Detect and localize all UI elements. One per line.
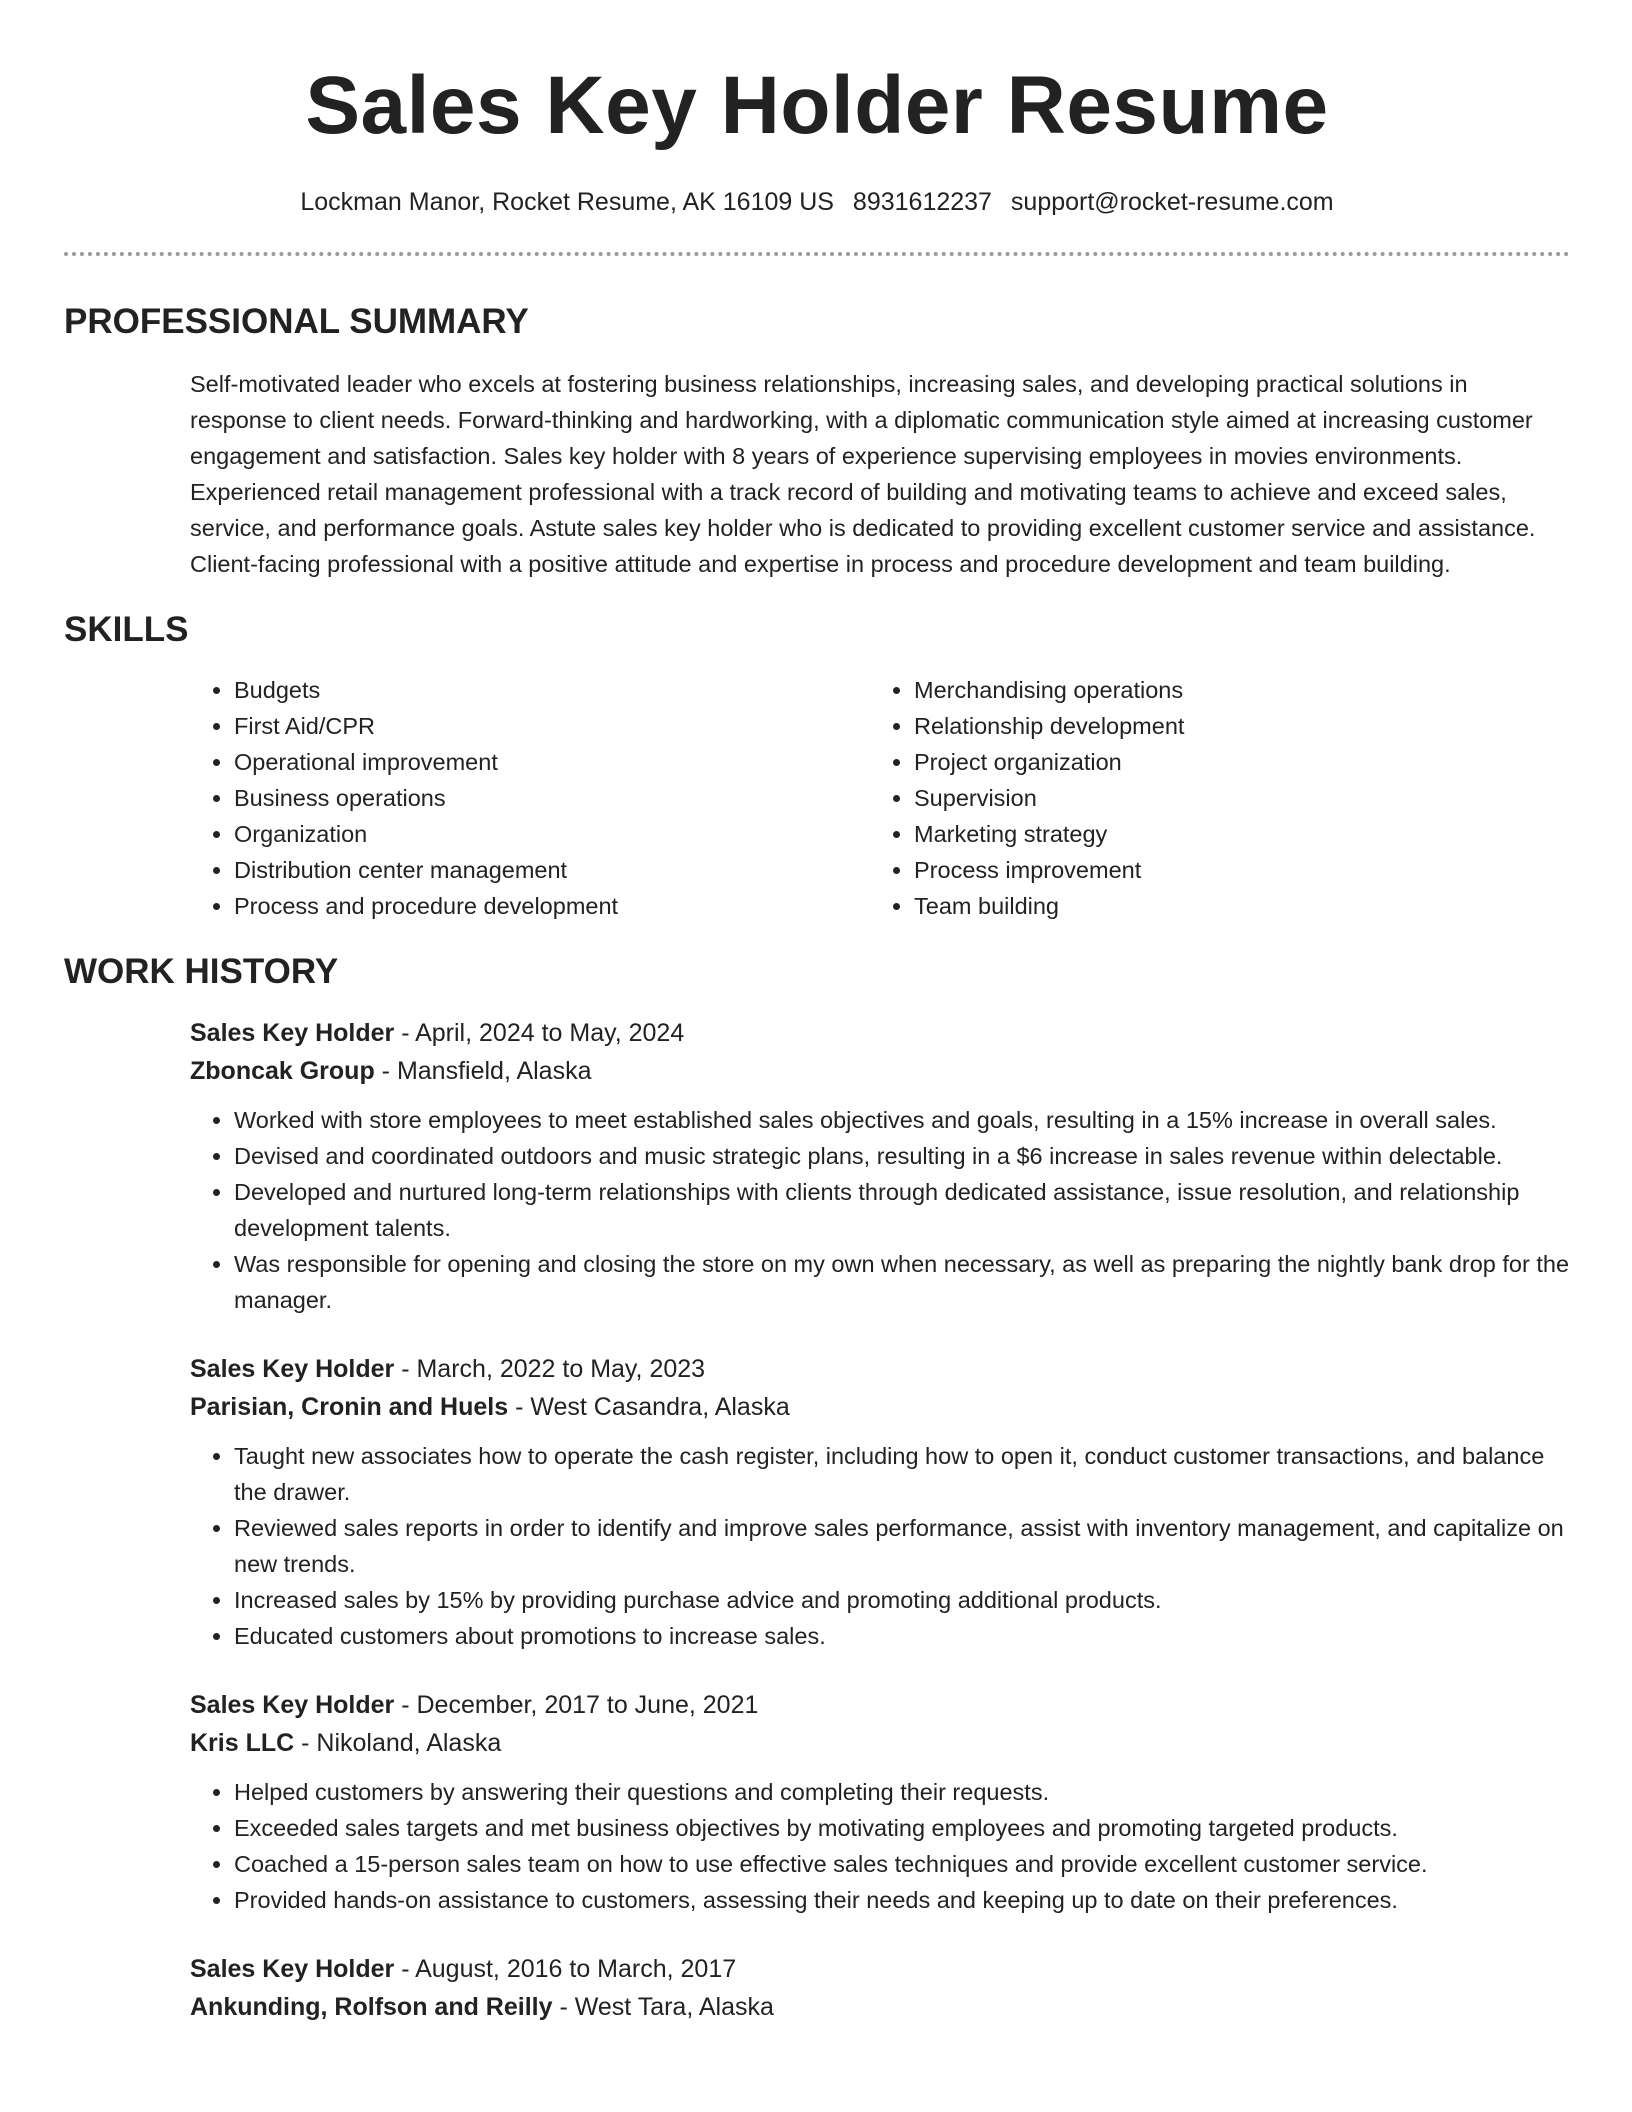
job-location: - Nikoland, Alaska	[294, 1729, 502, 1757]
job-title-line	[190, 1014, 1570, 1052]
job-entry	[190, 1686, 1570, 1918]
job-duty: • Was responsible for opening and closing the store on my own when necessary, as well as preparing the nightly bank drop for the manager.	[234, 1246, 1570, 1318]
job-title: Sales Key Holder	[190, 1955, 395, 1983]
skill-item: • First Aid/CPR	[234, 708, 870, 744]
job-duty: • Worked with store employees to meet established sales objectives and goals, resulting in a 15% increase in overall sales.	[234, 1102, 1570, 1138]
skill-item: • Project organization	[914, 744, 1550, 780]
skill-item: • Organization	[234, 816, 870, 852]
job-duty: • Provided hands-on assistance to customers, assessing their needs and keeping up to date on their preferences.	[234, 1882, 1570, 1918]
skill-item: • Supervision	[914, 780, 1550, 816]
job-dates: - March, 2022 to May, 2023	[394, 1355, 706, 1383]
skill-item: • Operational improvement	[234, 744, 870, 780]
job-duties	[64, 1774, 1570, 1918]
job-duties	[64, 1438, 1570, 1654]
job-dates: - August, 2016 to March, 2017	[394, 1955, 737, 1983]
job-entry	[190, 1014, 1570, 1318]
skills-right-column	[870, 672, 1550, 924]
contact-line	[64, 186, 1570, 218]
contact-address: Lockman Manor, Rocket Resume, AK 16109 US	[300, 188, 834, 216]
job-duty: • Devised and coordinated outdoors and music strategic plans, resulting in a $6 increase in sales revenue within delectable.	[234, 1138, 1570, 1174]
job-company-line	[190, 1724, 1570, 1762]
job-company-line	[190, 1388, 1570, 1426]
resume-page	[64, 0, 1570, 2026]
job-company: Zboncak Group	[190, 1057, 375, 1085]
job-dates: - December, 2017 to June, 2021	[394, 1691, 759, 1719]
resume-title: Sales Key Holder Resume	[305, 60, 1329, 151]
skill-item: • Relationship development	[914, 708, 1550, 744]
job-title: Sales Key Holder	[190, 1691, 395, 1719]
job-duty: • Exceeded sales targets and met business objectives by motivating employees and promoting targeted products.	[234, 1810, 1570, 1846]
work-history-heading: WORK HISTORY	[64, 952, 339, 991]
job-dates: - April, 2024 to May, 2024	[394, 1019, 685, 1047]
job-location: - West Tara, Alaska	[552, 1993, 774, 2021]
job-title: Sales Key Holder	[190, 1355, 395, 1383]
skills-heading: SKILLS	[64, 610, 189, 649]
job-company-line	[190, 1988, 1570, 2026]
job-location: - West Casandra, Alaska	[508, 1393, 790, 1421]
job-duty: • Reviewed sales reports in order to identify and improve sales performance, assist with inventory management, and capitalize on new trends.	[234, 1510, 1570, 1582]
job-duty: • Developed and nurtured long-term relationships with clients through dedicated assistance, issue resolution, and relationship development talents.	[234, 1174, 1570, 1246]
skill-item: • Business operations	[234, 780, 870, 816]
skill-item: • Team building	[914, 888, 1550, 924]
job-duty: • Educated customers about promotions to increase sales.	[234, 1618, 1570, 1654]
contact-phone: 8931612237	[852, 188, 992, 216]
skills-columns	[190, 672, 1570, 924]
job-title: Sales Key Holder	[190, 1019, 395, 1047]
skill-item: • Process and procedure development	[234, 888, 870, 924]
skill-item: • Merchandising operations	[914, 672, 1550, 708]
job-entry	[190, 1350, 1570, 1654]
job-duty: • Helped customers by answering their questions and completing their requests.	[234, 1774, 1570, 1810]
job-title-line	[190, 1350, 1570, 1388]
work-history-section	[64, 950, 1570, 2026]
skills-section	[64, 608, 1570, 924]
job-duty: • Taught new associates how to operate the cash register, including how to open it, conduct customer transactions, and balance the drawer.	[234, 1438, 1570, 1510]
job-company: Ankunding, Rolfson and Reilly	[190, 1993, 553, 2021]
summary-text: Self-motivated leader who excels at fostering business relationships, increasing sales, and developing practical solutions in response to client needs. Forward-thinking and hardworking, with a diplomatic communication style aimed at increasing customer engagement and satisfaction. Sales key holder with 8 years of experience supervising employees in movies environments. Experienced retail management professional with a track record of building and motivating teams to achieve and exceed sales, service, and performance goals. Astute sales key holder who is dedicated to providing excellent customer service and assistance. Client-facing professional with a positive attitude and expertise in process and procedure development and team building.	[190, 371, 1536, 577]
job-duty: • Increased sales by 15% by providing purchase advice and promoting additional products.	[234, 1582, 1570, 1618]
contact-email: support@rocket-resume.com	[1010, 188, 1334, 216]
job-title-line	[190, 1686, 1570, 1724]
summary-heading: PROFESSIONAL SUMMARY	[64, 302, 529, 341]
dotted-divider	[64, 252, 1570, 256]
job-company-line	[190, 1052, 1570, 1090]
skill-item: • Process improvement	[914, 852, 1550, 888]
skill-item: • Distribution center management	[234, 852, 870, 888]
job-entry	[190, 1950, 1570, 2026]
skill-item: • Budgets	[234, 672, 870, 708]
job-company: Kris LLC	[190, 1729, 295, 1757]
job-location: - Mansfield, Alaska	[374, 1057, 592, 1085]
job-duty: • Coached a 15-person sales team on how to use effective sales techniques and provide excellent customer service.	[234, 1846, 1570, 1882]
skills-left-column	[190, 672, 870, 924]
job-duties	[64, 1102, 1570, 1318]
summary-section	[64, 300, 1570, 582]
job-title-line	[190, 1950, 1570, 1988]
job-company: Parisian, Cronin and Huels	[190, 1393, 509, 1421]
skill-item: • Marketing strategy	[914, 816, 1550, 852]
